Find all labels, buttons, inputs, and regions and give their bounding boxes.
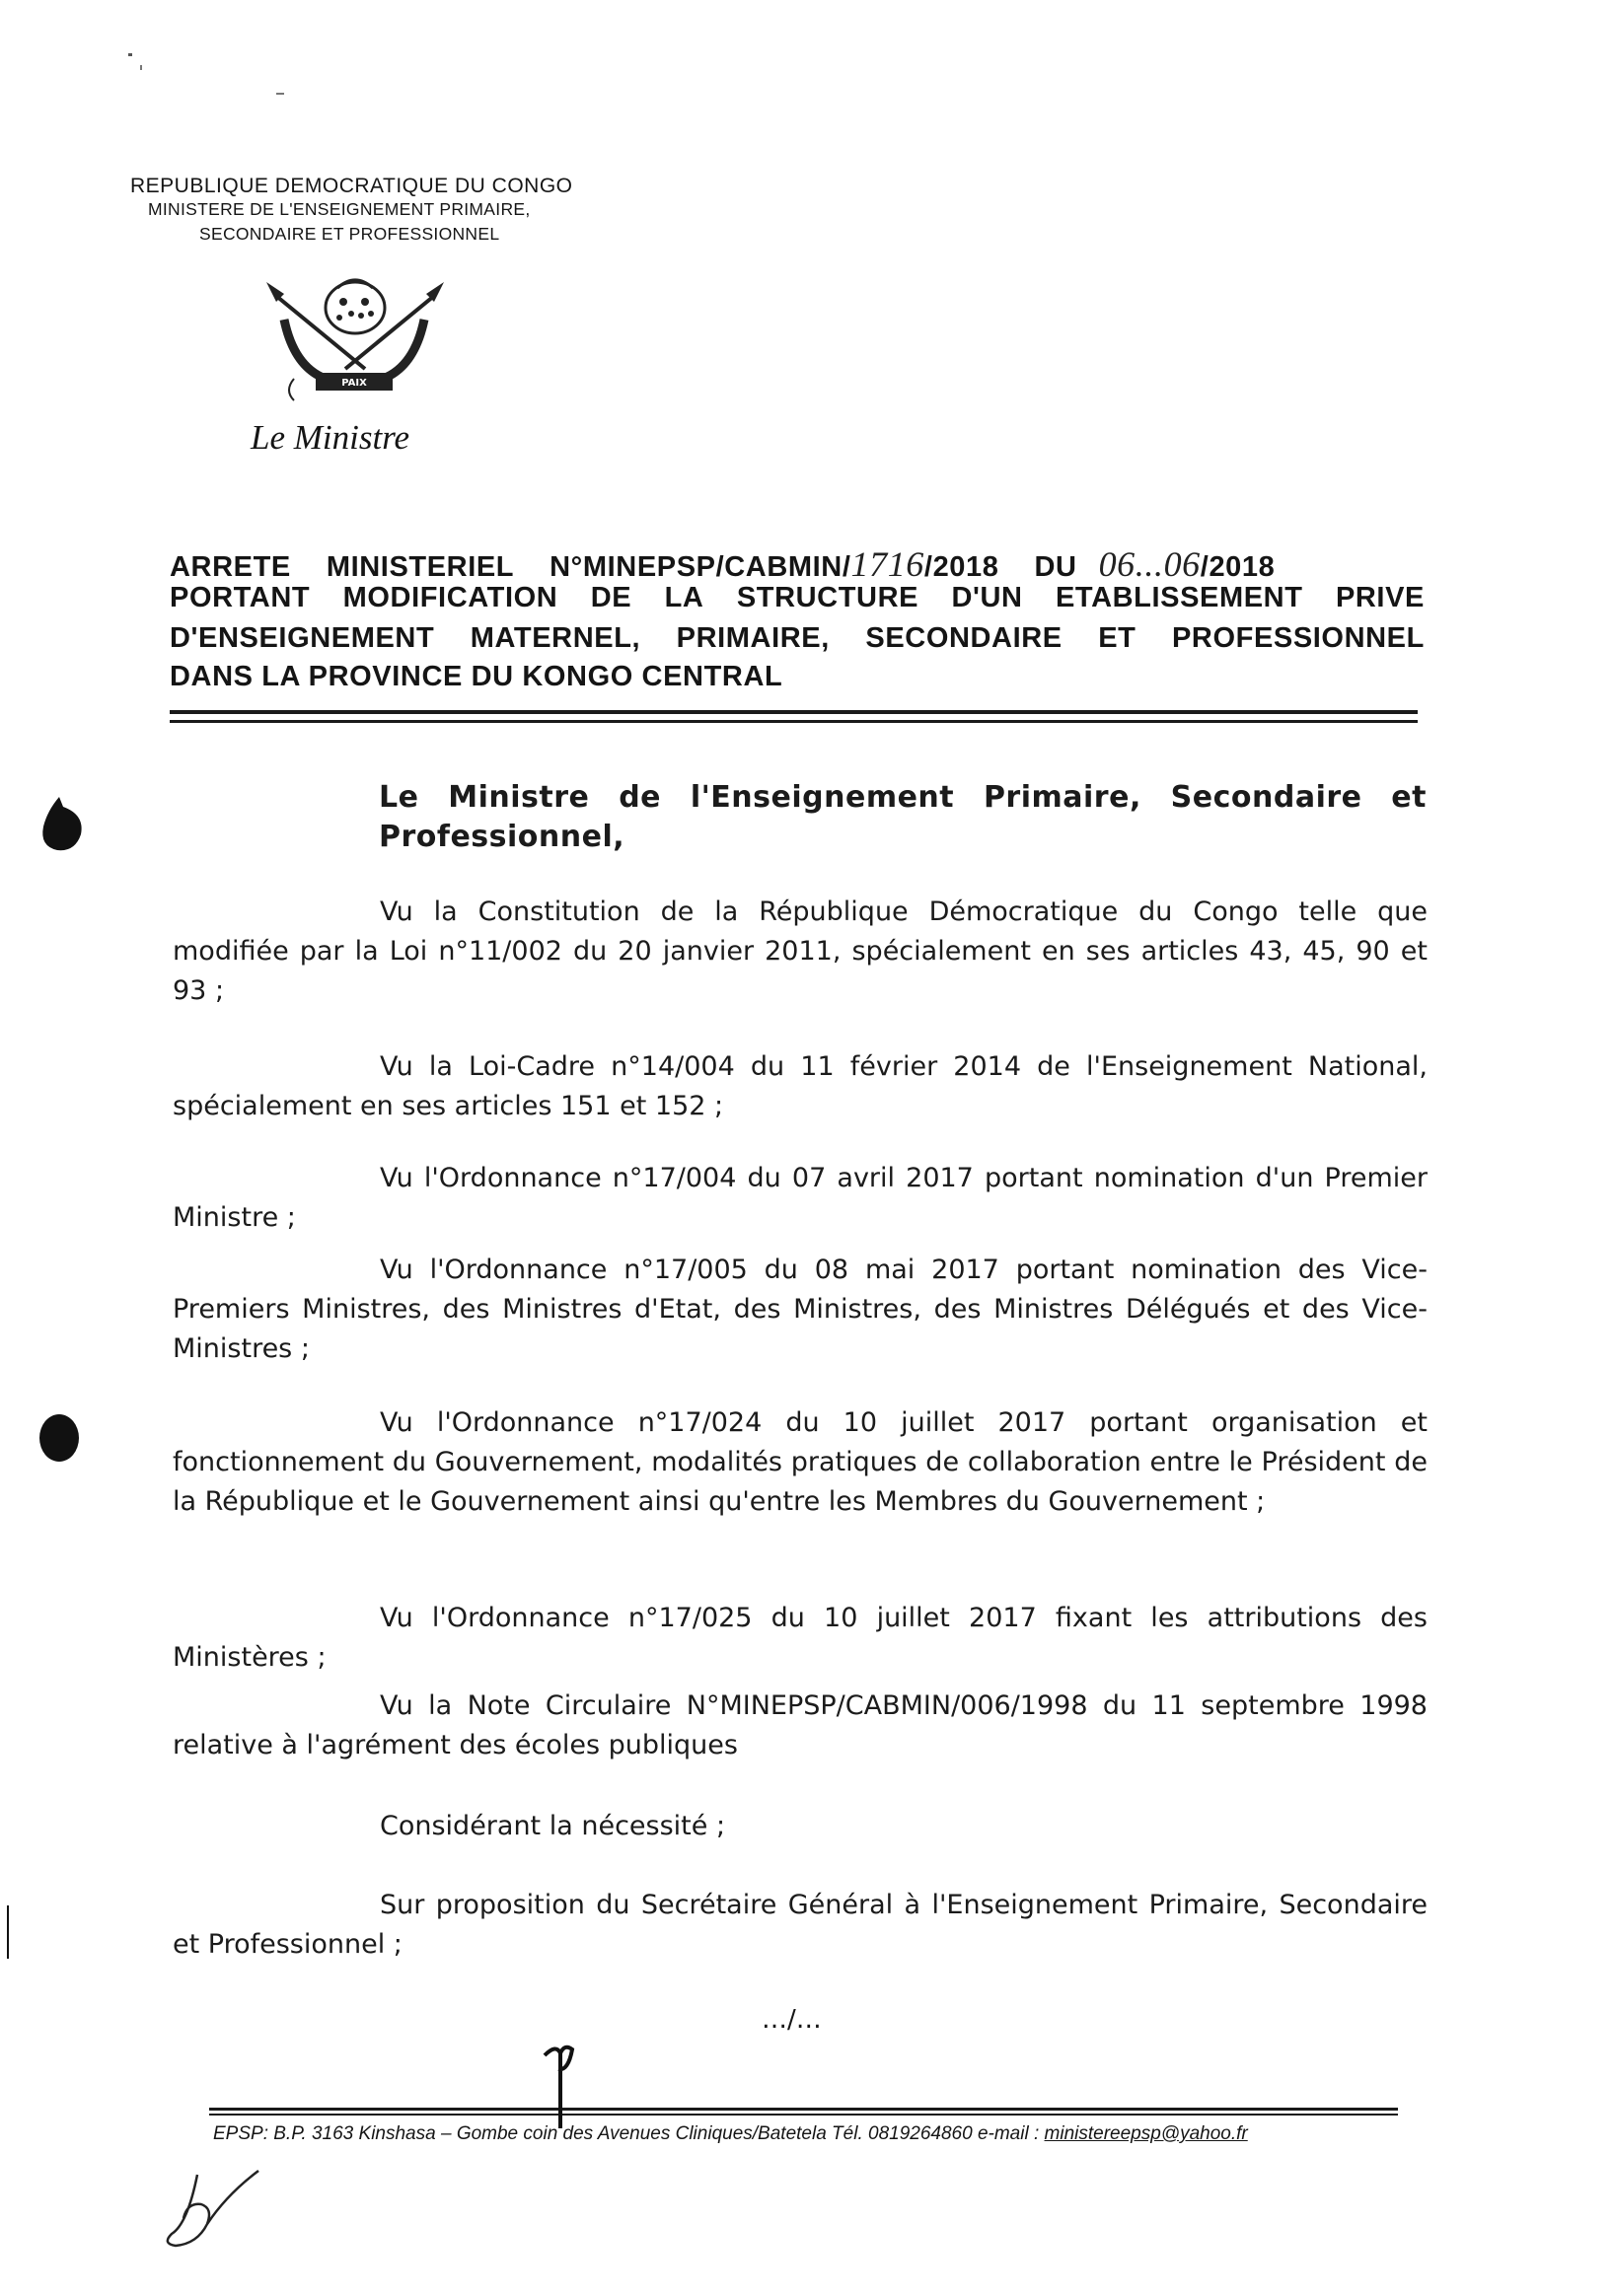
decree-title-line3 <box>170 622 1425 655</box>
title-divider-thin <box>170 720 1418 723</box>
scan-edge-mark <box>7 1905 9 1959</box>
title-word: DE <box>590 582 632 613</box>
decree-reference-prefix: N°MINEPSP/CABMIN/ <box>550 551 851 583</box>
footer-divider-thin <box>209 2114 1398 2116</box>
preamble-ordonnance-17-005 <box>173 1251 1428 1369</box>
title-word: ET <box>1098 622 1136 654</box>
footer-address-text: EPSP: B.P. 3163 Kinshasa – Gombe coin des Avenues Cliniques/Batetela Tél. 0819264860 e-mail : <box>213 2123 1045 2144</box>
paragraph-text: Vu l'Ordonnance n°17/025 du 10 juillet 2017 fixant les attributions des Ministères ; <box>173 1603 1428 1673</box>
paragraph-text: Vu l'Ordonnance n°17/024 du 10 juillet 2017 portant organisation et fonctionnement du Gouvernement, modalités pratiques de collaboration entre le Président de la République et le Gouvernement ainsi qu'entre les Membres du Gouvernement ; <box>173 1407 1428 1517</box>
coat-motto: PAIX <box>341 378 367 389</box>
signatory-title: Le Ministre <box>251 418 410 457</box>
page-continuation-mark: …/… <box>762 2005 822 2035</box>
footer-address <box>213 2123 1248 2145</box>
title-word: SECONDAIRE <box>865 622 1063 654</box>
title-word-du: DU <box>1034 551 1077 583</box>
preamble-considerant <box>173 1807 1428 1846</box>
title-word: ETABLISSEMENT <box>1055 582 1303 613</box>
paragraph-text: Vu la Loi-Cadre n°14/004 du 11 février 2014 de l'Enseignement National, spécialement en ses articles 151 et 152 ; <box>173 1051 1428 1121</box>
decree-date-year: /2018 <box>1200 551 1276 583</box>
paragraph-text: Vu l'Ordonnance n°17/005 du 08 mai 2017 portant nomination des Vice-Premiers Ministres, des Ministres d'Etat, des Ministres, des Ministres Délégués et des Vice-Ministres ; <box>173 1255 1428 1364</box>
preamble-note-circulaire <box>173 1686 1428 1765</box>
title-divider-thick <box>170 710 1418 714</box>
title-word: PORTANT <box>170 582 311 613</box>
preamble-ordonnance-17-025 <box>173 1599 1428 1678</box>
country-name: REPUBLIQUE DEMOCRATIQUE DU CONGO <box>130 175 573 197</box>
minister-heading: Le Ministre de l'Enseignement Primaire, Secondaire et Professionnel, <box>379 780 1427 854</box>
title-word-ministeriel: MINISTERIEL <box>326 551 515 583</box>
title-word: LA <box>664 582 704 613</box>
handwritten-decree-number: 1716 <box>850 544 924 584</box>
footer-divider-thick <box>209 2108 1398 2111</box>
paragraph-text: Vu l'Ordonnance n°17/004 du 07 avril 2017 portant nomination d'un Premier Ministre ; <box>173 1163 1428 1233</box>
punch-hole-mark <box>39 797 85 852</box>
footer-email-link[interactable]: ministereepsp@yahoo.fr <box>1044 2123 1248 2144</box>
coat-of-arms-emblem <box>255 268 452 401</box>
decree-title-line1 <box>170 543 1423 585</box>
handwritten-initials <box>158 2165 266 2254</box>
paragraph-text: Sur proposition du Secrétaire Général à l'Enseignement Primaire, Secondaire et Professionnel ; <box>173 1890 1428 1960</box>
scan-speck-marks <box>128 49 306 108</box>
punch-hole-mark <box>37 1412 81 1464</box>
handwritten-paraph <box>539 2042 578 2130</box>
title-word: D'ENSEIGNEMENT <box>170 622 435 654</box>
preamble-loi-cadre <box>173 1047 1428 1126</box>
title-word: D'UN <box>951 582 1023 613</box>
preamble-constitution <box>173 893 1428 1011</box>
title-word: PRIMAIRE, <box>676 622 830 654</box>
title-word: PRIVE <box>1335 582 1425 613</box>
title-word: MODIFICATION <box>342 582 558 613</box>
paragraph-text: Vu la Constitution de la République Démocratique du Congo telle que modifiée par la Loi n°11/002 du 20 janvier 2011, spécialement en ses articles 43, 45, 90 et 93 ; <box>173 897 1428 1006</box>
ministry-name-line1: MINISTERE DE L'ENSEIGNEMENT PRIMAIRE, <box>148 199 531 219</box>
title-word: MATERNEL, <box>470 622 641 654</box>
decree-title-line2 <box>170 582 1425 614</box>
title-word-arrete: ARRETE <box>170 551 291 583</box>
preamble-proposition <box>173 1886 1428 1965</box>
paragraph-text: Considérant la nécessité ; <box>380 1811 726 1841</box>
preamble-ordonnance-17-004 <box>173 1159 1428 1238</box>
decree-title-line4: DANS LA PROVINCE DU KONGO CENTRAL <box>170 661 783 692</box>
title-word: STRUCTURE <box>736 582 919 613</box>
handwritten-decree-date: 06...06 <box>1098 544 1201 584</box>
decree-reference-year: /2018 <box>923 551 999 583</box>
preamble-ordonnance-17-024 <box>173 1403 1428 1522</box>
title-word: PROFESSIONNEL <box>1171 622 1425 654</box>
ministry-name-line2: SECONDAIRE ET PROFESSIONNEL <box>199 224 500 244</box>
paragraph-text: Vu la Note Circulaire N°MINEPSP/CABMIN/006/1998 du 11 septembre 1998 relative à l'agrément des écoles publiques <box>173 1690 1428 1760</box>
